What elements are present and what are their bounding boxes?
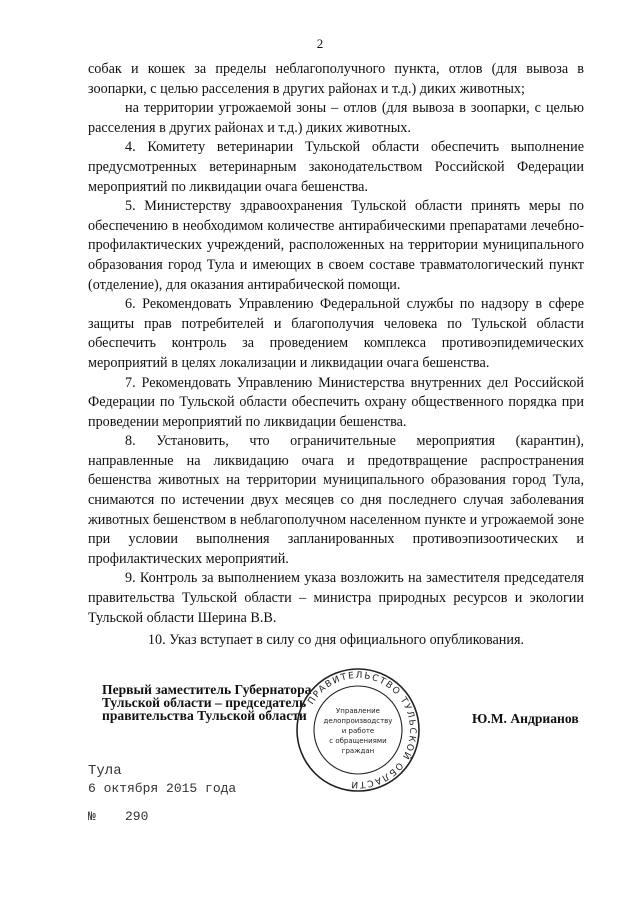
paragraph-list [88, 60, 584, 628]
official-stamp [294, 666, 422, 794]
signatory-title-line-1: Первый заместитель Губернатора [102, 682, 312, 697]
stamp-line-5: граждан [341, 747, 375, 755]
decree-paragraph: 9. Контроль за выполнением указа возложить на заместителя председателя правительства Тульской области – министра природных ресурсов и экологии Тульской области Шерина В.В. [88, 570, 584, 626]
signer-name: Ю.М. Андрианов [472, 711, 579, 726]
place-of-signing: Тула [88, 763, 122, 779]
decree-paragraph: собак и кошек за пределы неблагополучного пункта, отлов (для вывоза в зоопарки, с целью расселения в других районах и т.д.) диких животных; [88, 61, 584, 97]
stamp-line-3: и работе [341, 727, 375, 735]
decree-paragraph: 6. Рекомендовать Управлению Федеральной службы по надзору в сфере защиты прав потребителей и благополучия человека по Тульской области обеспечить контроль за проведением комплекса противоэпидемических мероприятий в целях локализации и ликвидации очага бешенства. [88, 296, 584, 371]
decree-number: 290 [125, 809, 149, 824]
signing-date: 6 октября 2015 года [88, 781, 237, 796]
signatory-title-line-3: правительства Тульской области [102, 708, 307, 723]
final-paragraph: 10. Указ вступает в силу со дня официального опубликования. [147, 632, 525, 649]
decree-paragraph: 7. Рекомендовать Управлению Министерства внутренних дел Российской Федерации по Тульской области обеспечить охрану общественного порядка при проведении мероприятий по ликвидации бешенства. [88, 374, 584, 430]
decree-paragraph: на территории угрожаемой зоны – отлов (для вывоза в зоопарки, с целью расселения в других районах и т.д.) диких животных. [88, 100, 584, 136]
decree-paragraph: 8. Установить, что ограничительные мероприятия (карантин), направленные на ликвидацию очага и предотвращение распространения бешенства животных на территории муниципального образования город Тула, снимаются по истечении двух месяцев со дня последнего случая заболевания животных бешенством в неблагополучном населенном пункте и угрожаемой зоне при условии выполнения запланированных противоэпизоотических и профилактических мероприятий. [88, 433, 584, 567]
decree-body [88, 60, 584, 651]
stamp-outer-text: ПРАВИТЕЛЬСТВО ТУЛЬСКОЙ ОБЛАСТИ [306, 670, 418, 790]
decree-number-label: № [88, 809, 96, 824]
stamp-line-2: делопроизводству [323, 717, 393, 725]
stamp-line-4: с обращениями [329, 737, 387, 745]
decree-paragraph: 4. Комитету ветеринарии Тульской области обеспечить выполнение предусмотренных ветеринарным законодательством Российской Федерации мероприятий по ликвидации очага бешенства. [88, 139, 584, 195]
page-number: 2 [316, 36, 324, 51]
signatory-title-line-2: Тульской области – председатель [102, 695, 307, 710]
decree-paragraph: 5. Министерству здравоохранения Тульской области принять меры по обеспечению в необходимом количестве антирабическими препаратами лечебно-профилактических учреждений, расположенных на территории муниципального образования город Тула и имеющих в своем составе травматологический пункт (отделение), для оказания антирабической помощи. [88, 198, 584, 293]
stamp-line-1: Управление [336, 707, 380, 715]
